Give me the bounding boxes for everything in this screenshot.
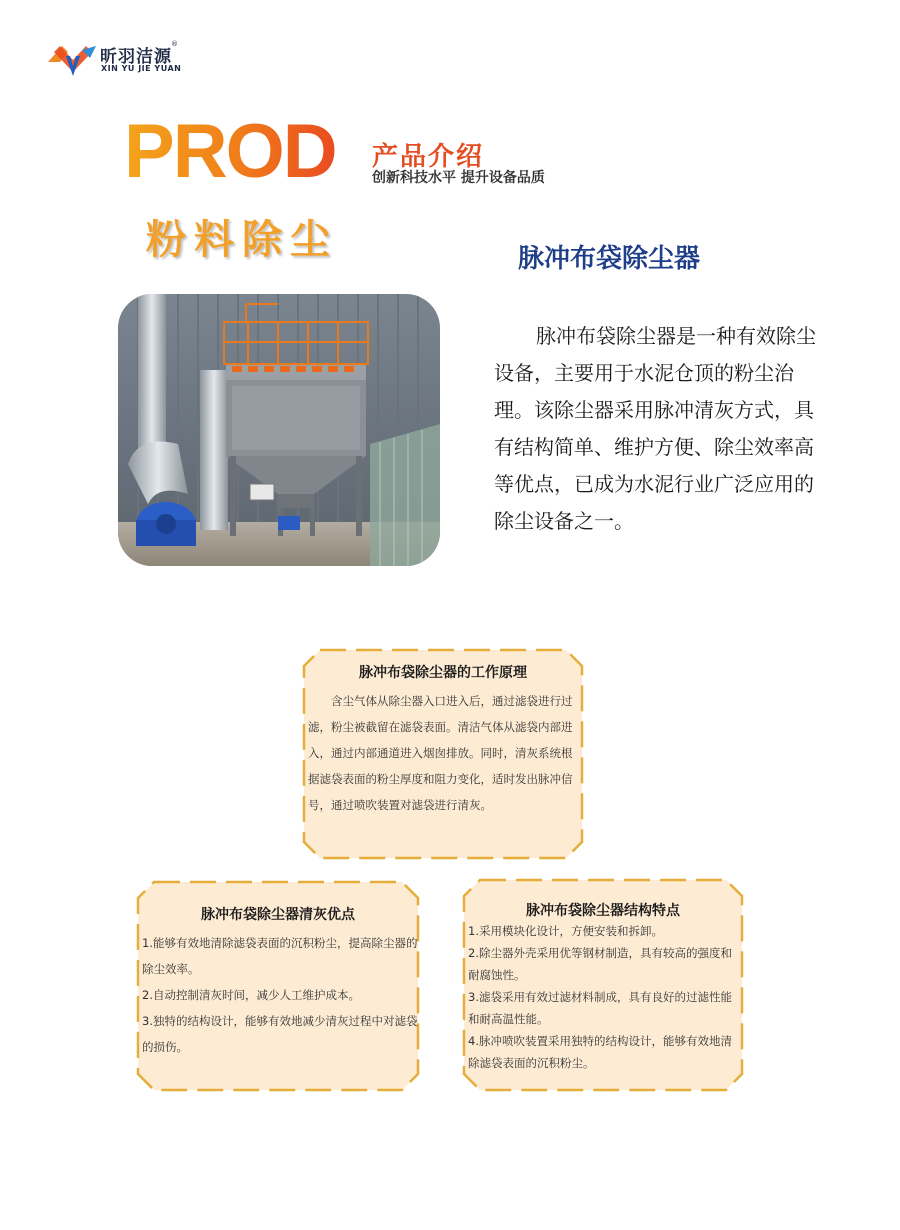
page-subtitle: 创新科技水平 提升设备品质 — [372, 170, 545, 186]
advantages-list — [142, 930, 418, 1060]
features-card — [462, 878, 744, 1092]
principle-text: 含尘气体从除尘器入口进入后，通过滤袋进行过滤，粉尘被截留在滤袋表面。清洁气体从滤袋内部进入，通过内部通道进入烟囱排放。同时，清灰系统根据滤袋表面的粉尘厚度和阻力变化，适时发出脉冲信号，通过喷吹装置对滤袋进行清灰。 — [308, 694, 573, 812]
principle-title: 脉冲布袋除尘器的工作原理 — [359, 665, 527, 681]
features-title: 脉冲布袋除尘器结构特点 — [526, 903, 680, 919]
brand-name-en: XIN YU JIE YUAN — [101, 64, 182, 73]
product-photo — [118, 294, 440, 566]
category-title: 粉料除尘 — [146, 217, 338, 263]
principle-card — [302, 648, 584, 860]
product-name: 脉冲布袋除尘器 — [518, 244, 701, 274]
product-description: 脉冲布袋除尘器是一种有效除尘设备，主要用于水泥仓顶的粉尘治理。该除尘器采用脉冲清灰方式，具有结构简单、维护方便、除尘效率高等优点，已成为水泥行业广泛应用的除尘设备之一。 — [494, 324, 816, 533]
list-item: 3.独特的结构设计，能够有效地减少清灰过程中对滤袋的损伤。 — [142, 1014, 418, 1054]
advantages-card — [136, 880, 420, 1092]
list-item: 4.脉冲喷吹装置采用独特的结构设计，能够有效地清除滤袋表面的沉积粉尘。 — [468, 1034, 732, 1070]
list-item: 3.滤袋采用有效过滤材料制成，具有良好的过滤性能和耐高温性能。 — [468, 990, 732, 1026]
brand-logo — [46, 40, 186, 80]
brand-logo-icon — [46, 42, 100, 78]
list-item: 1.采用模块化设计，方便安装和拆卸。 — [468, 924, 663, 938]
list-item: 2.除尘器外壳采用优等钢材制造，具有较高的强度和耐腐蚀性。 — [468, 946, 732, 982]
list-item: 1.能够有效地清除滤袋表面的沉积粉尘，提高除尘器的除尘效率。 — [142, 936, 418, 976]
registered-mark: ® — [171, 40, 178, 48]
page-title: 产品介绍 — [372, 142, 485, 172]
features-list — [468, 920, 740, 1074]
brand-name-cn: 昕羽洁源 — [100, 47, 172, 67]
advantages-title: 脉冲布袋除尘器清灰优点 — [201, 907, 355, 923]
list-item: 2.自动控制清灰时间，减少人工维护成本。 — [142, 988, 360, 1002]
prod-heading: PROD — [124, 109, 336, 194]
